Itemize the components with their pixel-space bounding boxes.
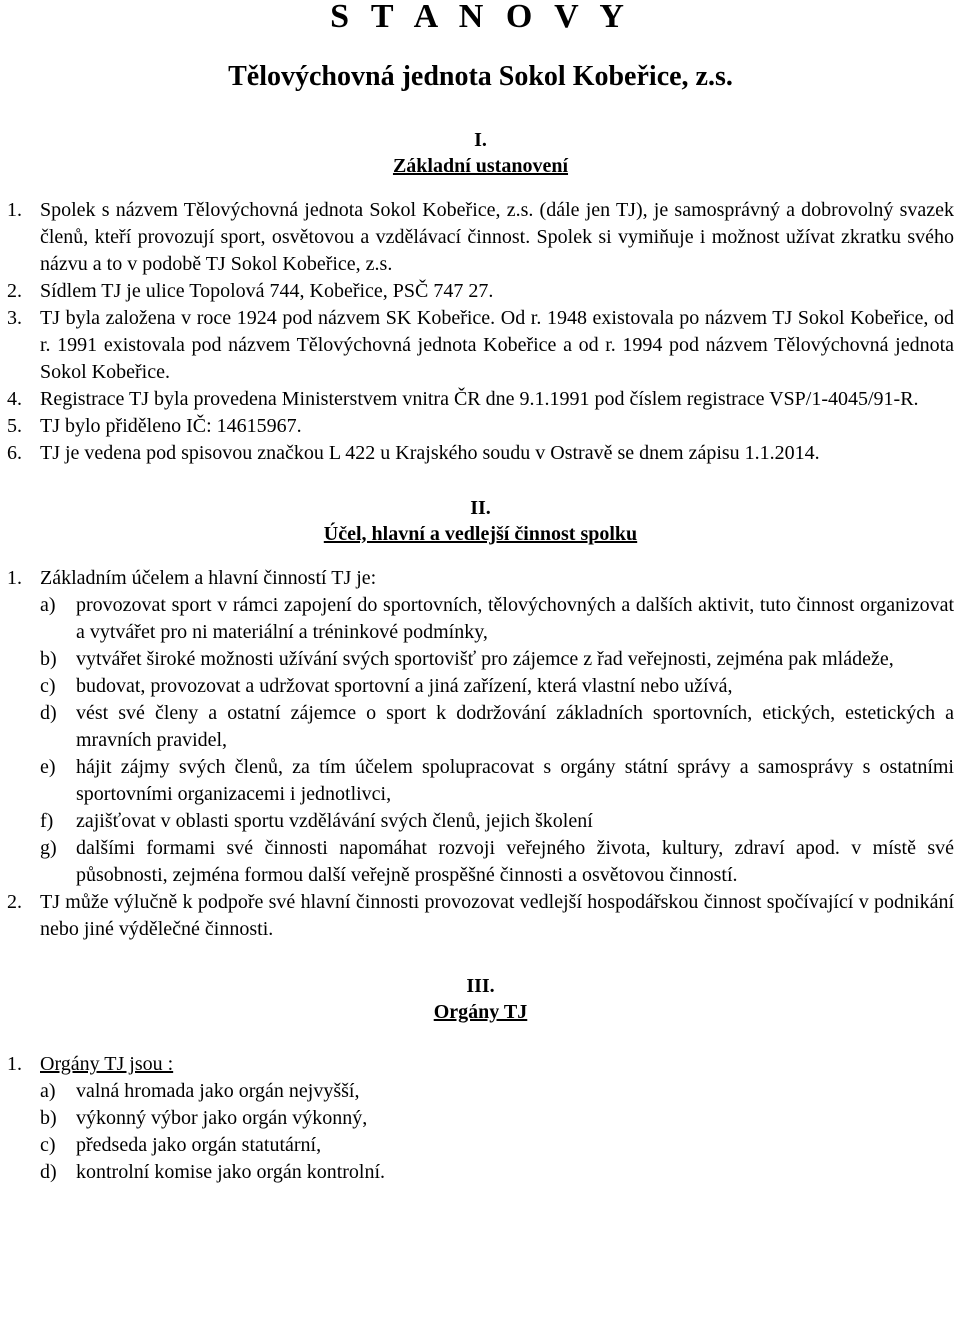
sub-list-item: f) zajišťovat v oblasti sportu vzdělávání svých členů, jejich školení bbox=[40, 810, 593, 832]
list-item: 4. Registrace TJ byla provedena Ministerstvem vnitra ČR dne 9.1.1991 pod číslem registrace VSP/1-4045/91-R. bbox=[7, 388, 919, 410]
list-item: 1. Orgány TJ jsou : bbox=[7, 1053, 174, 1075]
list-item: 5. TJ bylo přiděleno IČ: 14615967. bbox=[7, 415, 302, 437]
list-item: 1. Základním účelem a hlavní činností TJ je: bbox=[7, 567, 377, 589]
section-heading: Základní ustanovení bbox=[392, 155, 569, 177]
list-item: 1. Spolek s názvem Tělovýchovná jednota Sokol Kobeřice, z.s. (dále jen TJ), je samosprávný a dobrovolný svazek členů, kteří provozují sport, osvětovou a vzdělávací činnost. Spolek si vymiňuje i možnost užívat zkratku svého názvu a to v podobě TJ Sokol Kobeřice, z.s. bbox=[7, 199, 954, 275]
sub-list-item: c) předseda jako orgán statutární, bbox=[40, 1134, 322, 1156]
section-heading: Účel, hlavní a vedlejší činnost spolku bbox=[323, 523, 638, 545]
list-item: 2. TJ může výlučně k podpoře své hlavní činnosti provozovat vedlejší hospodářskou činnost spočívající v podnikání nebo jiné výdělečné činnosti. bbox=[7, 891, 954, 940]
sub-list-item: d) vést své členy a ostatní zájemce o sport k dodržování základních sportovních, etických, estetických a mravních pravidel, bbox=[40, 702, 954, 751]
section-2 bbox=[7, 495, 954, 943]
sub-list-item: c) budovat, provozovat a udržovat sportovní a jiná zařízení, která vlastní nebo užívá, bbox=[40, 675, 733, 697]
sub-list-item: a) provozovat sport v rámci zapojení do sportovních, tělovýchovných a dalších aktivit, tuto činnost organizovat a vytvářet pro ni materiální a tréninkové podmínky, bbox=[40, 594, 954, 643]
sub-list-item: g) dalšími formami své činnosti napomáhat rozvoji veřejného života, kultury, zdraví apod. v místě své působnosti, zejména formou další veřejně prospěšné činnosti a osvětovou činností. bbox=[40, 837, 954, 886]
sub-list-item: b) výkonný výbor jako orgán výkonný, bbox=[40, 1107, 368, 1129]
sub-list-item: b) vytvářet široké možnosti užívání svých sportovišť pro zájemce z řad veřejnosti, zejména pak mládeže, bbox=[40, 648, 894, 670]
sub-list-item: e) hájit zájmy svých členů, za tím účelem spolupracovat s orgány státní správy a samosprávy s ostatními sportovními organizacemi i jednotlivci, bbox=[40, 756, 954, 805]
section-number: II. bbox=[470, 497, 491, 519]
sub-list-item: a) valná hromada jako orgán nejvyšší, bbox=[40, 1080, 360, 1102]
sub-list-item: d) kontrolní komise jako orgán kontrolní. bbox=[40, 1161, 386, 1183]
section-heading: Orgány TJ bbox=[433, 1001, 528, 1023]
list-item: 3. TJ byla založena v roce 1924 pod názvem SK Kobeřice. Od r. 1948 existovala po názvem TJ Sokol Kobeřice, od r. 1991 existovala pod názvem Tělovýchovná jednota Kobeřice a od r. 1994 pod názvem Tělovýchovná jednota Sokol Kobeřice. bbox=[7, 307, 954, 383]
document-title: S T A N O V Y bbox=[330, 0, 631, 35]
list-item: 2. Sídlem TJ je ulice Topolová 744, Kobeřice, PSČ 747 27. bbox=[7, 280, 494, 302]
section-number: III. bbox=[466, 975, 495, 997]
list-item: 6. TJ je vedena pod spisovou značkou L 422 u Krajského soudu v Ostravě se dnem zápisu 1.1.2014. bbox=[7, 442, 820, 464]
section-number: I. bbox=[474, 129, 487, 151]
section-1 bbox=[7, 127, 954, 467]
section-3 bbox=[7, 973, 954, 1186]
organs-heading: Orgány TJ jsou : bbox=[40, 1053, 174, 1075]
document-subtitle: Tělovýchovná jednota Sokol Kobeřice, z.s. bbox=[228, 61, 733, 92]
